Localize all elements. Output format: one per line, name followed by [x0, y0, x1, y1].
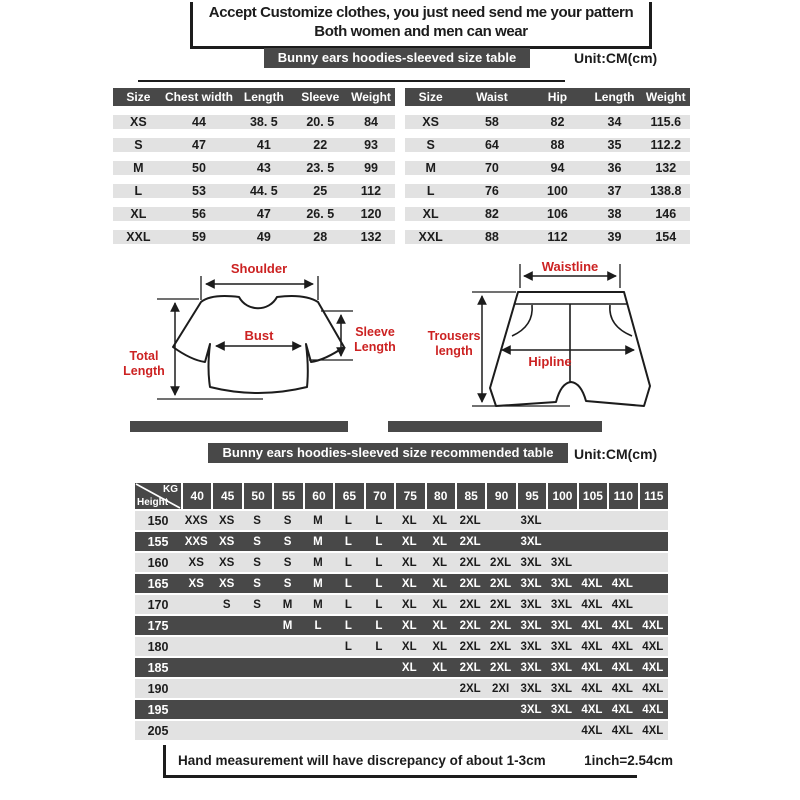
unit-label: Unit:CM(cm): [574, 50, 658, 66]
table-header-row: [113, 88, 395, 106]
column-header: Sleeve: [301, 90, 340, 104]
unit-label: Unit:CM(cm): [574, 446, 658, 462]
size-cell: M: [282, 598, 293, 611]
size-cell: 2XL: [490, 661, 512, 674]
size-cell: 3XL: [520, 619, 542, 632]
size-cell: 2XL: [459, 619, 481, 632]
size-cell: XS: [218, 514, 235, 527]
weight-column-header: 95: [518, 483, 546, 509]
size-cell: 4XL: [581, 619, 603, 632]
size-cell: 4XL: [611, 682, 633, 695]
shorts-size-table: [405, 88, 690, 244]
size-cell: S: [283, 577, 292, 590]
size-cell: L: [344, 556, 352, 569]
table-cell: 132: [655, 161, 677, 175]
size-cell: 2XL: [459, 556, 481, 569]
weight-column-header: 45: [213, 483, 241, 509]
hoodie-size-table: [113, 88, 395, 244]
table-cell: 22: [313, 138, 328, 152]
weight-column-header: 75: [396, 483, 424, 509]
height-row-label: 205: [147, 723, 169, 738]
size-cell: L: [375, 619, 383, 632]
size-cell: M: [313, 535, 323, 548]
height-row-label: 165: [147, 576, 169, 591]
table-cell: S: [426, 138, 435, 152]
size-cell: S: [253, 577, 261, 590]
size-cell: S: [253, 556, 261, 569]
size-cell: 4XL: [581, 724, 603, 737]
size-cell: 2XL: [459, 535, 481, 548]
table-row: [113, 138, 395, 152]
size-chart-row: [135, 595, 668, 614]
table-cell: 44. 5: [249, 184, 278, 198]
table-cell: 154: [655, 230, 677, 244]
size-chart-row: [135, 721, 668, 740]
size-cell: 4XL: [611, 577, 633, 590]
size-cell: 4XL: [581, 703, 603, 716]
size-cell: 4XL: [611, 703, 633, 716]
size-cell: S: [253, 514, 261, 527]
table-cell: 36: [607, 161, 622, 175]
column-header: Length: [594, 90, 635, 104]
size-cell: 4XL: [581, 577, 603, 590]
recommended-table-title: Bunny ears hoodies-sleeved size recommended table: [208, 443, 568, 463]
table-cell: 70: [484, 161, 499, 175]
size-cell: 2XL: [490, 619, 512, 632]
size-cell: XXS: [184, 514, 208, 527]
weight-column-header: 105: [579, 483, 607, 509]
size-cell: S: [283, 535, 292, 548]
size-cell: XL: [432, 514, 448, 527]
total-length-label-2: Length: [123, 364, 165, 378]
table-cell: 138.8: [650, 184, 682, 198]
size-cell: 4XL: [642, 682, 664, 695]
height-row-label: 150: [147, 513, 169, 528]
size-table-title: Bunny ears hoodies-sleeved size table: [264, 48, 530, 68]
footer-note: [163, 745, 674, 778]
size-cell: 3XL: [520, 661, 542, 674]
table-cell: 120: [360, 207, 382, 221]
size-cell: XL: [432, 640, 448, 653]
table-cell: XXL: [126, 230, 151, 244]
table-cell: XXL: [418, 230, 443, 244]
table-cell: 88: [550, 138, 565, 152]
table-cell: 94: [550, 161, 565, 175]
size-recommended-table: [135, 483, 668, 742]
size-cell: 2XL: [459, 514, 481, 527]
column-header: Size: [418, 90, 443, 104]
table-cell: 38. 5: [249, 115, 278, 129]
weight-column-header: 85: [457, 483, 485, 509]
size-cell: 3XL: [520, 577, 542, 590]
table-cell: 47: [256, 207, 271, 221]
weight-column-header: 80: [427, 483, 455, 509]
size-cell: 3XL: [550, 598, 573, 611]
size-cell: XL: [401, 535, 417, 548]
hipline-label: Hipline: [528, 354, 572, 369]
table-row: [405, 115, 690, 129]
notice-line-2: Both women and men can wear: [314, 23, 528, 40]
size-cell: 3XL: [550, 682, 573, 695]
height-row-label: 160: [147, 555, 169, 570]
kg-height-corner-cell: [135, 483, 181, 509]
size-cell: 2XL: [490, 577, 512, 590]
size-chart-row: [135, 700, 668, 719]
column-header: Weight: [645, 90, 686, 104]
size-cell: XS: [218, 556, 235, 569]
size-cell: XL: [401, 556, 417, 569]
customize-notice-box: [190, 2, 652, 49]
size-cell: XL: [432, 619, 448, 632]
table-cell: 84: [364, 115, 378, 129]
size-cell: L: [344, 598, 352, 611]
size-cell: XL: [401, 598, 417, 611]
size-cell: 4XL: [642, 661, 664, 674]
size-cell: 2XL: [490, 556, 512, 569]
table-cell: 43: [256, 161, 271, 175]
table-cell: M: [425, 161, 436, 175]
size-cell: 2XL: [459, 640, 481, 653]
column-header: Chest width: [165, 90, 233, 104]
table-cell: XS: [130, 115, 147, 129]
divider-bar-left: [130, 421, 348, 432]
size-cell: 2XL: [459, 661, 481, 674]
table-cell: 76: [484, 184, 499, 198]
weight-column-header: 115: [640, 483, 668, 509]
size-cell: L: [344, 619, 352, 632]
column-header: Waist: [476, 90, 508, 104]
size-cell: M: [313, 598, 323, 611]
table-row: [405, 230, 690, 244]
size-cell: 4XL: [581, 640, 603, 653]
table-cell: 115.6: [650, 115, 682, 129]
table-cell: 82: [484, 207, 499, 221]
size-cell: XL: [432, 661, 448, 674]
table-row: [113, 115, 395, 129]
size-cell: 3XL: [520, 640, 542, 653]
tshirt-measurement-diagram: [113, 256, 403, 418]
size-cell: 2XL: [459, 577, 481, 590]
size-cell: 3XL: [550, 640, 573, 653]
table-cell: 132: [360, 230, 382, 244]
size-cell: 4XL: [642, 640, 664, 653]
size-cell: 3XL: [520, 556, 542, 569]
height-row-label: 185: [147, 660, 169, 675]
waistline-label: Waistline: [541, 259, 599, 274]
size-cell: 3XL: [550, 661, 573, 674]
weight-column-header: 55: [274, 483, 302, 509]
height-row-label: 180: [147, 639, 169, 654]
size-cell: L: [375, 577, 383, 590]
size-cell: XL: [401, 661, 417, 674]
table-cell: 23. 5: [306, 161, 335, 175]
trousers-length-label-2: length: [435, 344, 473, 358]
size-cell: XL: [432, 598, 448, 611]
size-cell: XS: [218, 535, 235, 548]
size-cell: XL: [401, 514, 417, 527]
table-cell: 88: [484, 230, 499, 244]
size-cell: L: [344, 577, 352, 590]
weight-column-header: 90: [487, 483, 515, 509]
size-cell: S: [253, 535, 261, 548]
table-cell: S: [134, 138, 143, 152]
height-row-label: 175: [147, 618, 169, 633]
weight-column-header: 65: [335, 483, 363, 509]
size-cell: XL: [401, 619, 417, 632]
tshirt-outline: [173, 296, 344, 393]
table-cell: 38: [607, 207, 622, 221]
table-cell: 41: [256, 138, 271, 152]
table-cell: XL: [130, 207, 147, 221]
corner-height-label: Height: [137, 497, 169, 508]
table-cell: 35: [607, 138, 622, 152]
weight-column-header: 100: [548, 483, 576, 509]
size-cell: L: [375, 535, 383, 548]
total-length-label-1: Total: [129, 349, 159, 363]
column-header: Size: [126, 90, 151, 104]
size-cell: M: [313, 514, 323, 527]
table-cell: 25: [313, 184, 328, 198]
table-cell: 112: [547, 230, 568, 244]
table-cell: 49: [256, 230, 271, 244]
table-cell: 64: [484, 138, 499, 152]
size-cell: XL: [401, 577, 417, 590]
table-cell: 44: [192, 115, 206, 129]
size-cell: XL: [432, 556, 448, 569]
table-cell: 112.2: [650, 138, 682, 152]
size-cell: 4XL: [611, 724, 633, 737]
table-cell: 99: [364, 161, 378, 175]
table-cell: 93: [364, 138, 378, 152]
table-cell: 100: [547, 184, 568, 198]
size-cell: L: [375, 640, 383, 653]
weight-column-header: 40: [183, 483, 211, 509]
weight-column-header: 70: [366, 483, 394, 509]
table-cell: L: [134, 184, 143, 198]
size-cell: L: [344, 640, 352, 653]
table-cell: 53: [192, 184, 206, 198]
table-cell: 34: [607, 115, 622, 129]
size-cell: 4XL: [581, 661, 603, 674]
size-cell: 3XL: [520, 514, 542, 527]
size-cell: XS: [188, 577, 204, 590]
size-cell: L: [344, 514, 352, 527]
height-row-label: 170: [147, 597, 169, 612]
notice-line-1: Accept Customize clothes, you just need send me your pattern: [208, 4, 634, 21]
size-cell: L: [375, 598, 383, 611]
size-cell: 3XL: [550, 703, 573, 716]
table-cell: 47: [192, 138, 206, 152]
size-chart-row: [135, 658, 668, 677]
size-chart-row: [135, 637, 668, 656]
size-cell: M: [313, 577, 323, 590]
size-cell: XL: [401, 640, 417, 653]
size-cell: S: [222, 598, 231, 611]
size-cell: 3XL: [520, 598, 542, 611]
column-header: Length: [243, 90, 284, 104]
size-cell: 4XL: [642, 724, 664, 737]
shoulder-label: Shoulder: [230, 261, 288, 276]
size-cell: 2XL: [459, 682, 481, 695]
table-cell: 82: [550, 115, 565, 129]
size-cell: L: [314, 619, 322, 632]
size-cell: 3XL: [520, 682, 542, 695]
table-row: [113, 184, 395, 198]
size-cell: 4XL: [581, 598, 603, 611]
size-cell: XL: [432, 535, 448, 548]
height-row-label: 155: [147, 534, 169, 549]
size-chart-row: [135, 616, 668, 635]
inch-conversion: 1inch=2.54cm: [584, 753, 674, 768]
weight-column-header: 110: [609, 483, 637, 509]
table-cell: 37: [607, 184, 622, 198]
size-cell: 4XL: [642, 619, 664, 632]
size-cell: S: [253, 598, 261, 611]
table-cell: M: [133, 161, 144, 175]
table-cell: 39: [607, 230, 622, 244]
column-header: Hip: [547, 90, 568, 104]
table-row: [405, 138, 690, 152]
height-row-label: 195: [147, 702, 169, 717]
size-cell: 4XL: [642, 703, 664, 716]
size-cell: 3XL: [550, 556, 573, 569]
table-row: [405, 161, 690, 175]
size-cell: 4XL: [581, 682, 603, 695]
size-cell: M: [313, 556, 323, 569]
table-cell: 28: [313, 230, 328, 244]
table-cell: 20. 5: [306, 115, 335, 129]
table-cell: 50: [192, 161, 206, 175]
size-cell: 4XL: [611, 640, 633, 653]
size-cell: 4XL: [611, 598, 633, 611]
bust-label: Bust: [244, 328, 274, 343]
weight-column-header: 60: [305, 483, 333, 509]
table-row: [113, 161, 395, 175]
table-cell: 146: [655, 207, 677, 221]
size-cell: 3XL: [550, 619, 573, 632]
size-cell: 4XL: [611, 619, 633, 632]
size-cell: XL: [432, 577, 448, 590]
divider-line: [138, 80, 565, 82]
column-header: Weight: [351, 90, 391, 104]
size-cell: 3XL: [550, 577, 573, 590]
weight-column-header: 50: [244, 483, 272, 509]
size-cell: 3XL: [520, 535, 542, 548]
size-cell: XS: [188, 556, 204, 569]
size-cell: S: [283, 556, 292, 569]
size-cell: 2XL: [490, 640, 512, 653]
table-cell: 58: [484, 115, 499, 129]
table-cell: 56: [192, 207, 206, 221]
size-cell: 2XL: [459, 598, 481, 611]
height-row-label: 190: [147, 681, 169, 696]
size-cell: 2XI: [491, 682, 510, 695]
discrepancy-note: Hand measurement will have discrepancy of about 1-3cm: [178, 753, 546, 768]
size-cell: L: [375, 514, 383, 527]
size-chart-row: [135, 574, 668, 593]
table-cell: L: [426, 184, 435, 198]
size-cell: M: [282, 619, 293, 632]
table-cell: 112: [360, 184, 382, 198]
size-cell: XXS: [184, 535, 208, 548]
shorts-measurement-diagram: [398, 256, 698, 418]
size-cell: XS: [218, 577, 235, 590]
size-cell: S: [283, 514, 292, 527]
size-cell: 3XL: [520, 703, 542, 716]
table-row: [405, 184, 690, 198]
trousers-length-label-1: Trousers: [427, 329, 481, 343]
sleeve-length-label-2: Length: [354, 340, 396, 354]
table-row: [113, 230, 395, 244]
table-cell: 26. 5: [306, 207, 335, 221]
table-header-row: [405, 88, 690, 106]
table-row: [405, 207, 690, 221]
divider-bar-right: [388, 421, 602, 432]
table-cell: 106: [547, 207, 568, 221]
size-chart-row: [135, 532, 668, 551]
table-cell: XL: [422, 207, 439, 221]
table-row: [113, 207, 395, 221]
size-cell: 4XL: [611, 661, 633, 674]
table-cell: 59: [192, 230, 206, 244]
size-cell: L: [344, 535, 352, 548]
size-cell: L: [375, 556, 383, 569]
sleeve-length-label-1: Sleeve: [355, 325, 395, 339]
size-chart-row: [135, 553, 668, 572]
table-cell: XS: [422, 115, 439, 129]
size-cell: 2XL: [490, 598, 512, 611]
size-chart-row: [135, 511, 668, 530]
size-chart-header-row: [135, 483, 668, 509]
size-chart-row: [135, 679, 668, 698]
corner-kg-label: KG: [163, 484, 178, 495]
